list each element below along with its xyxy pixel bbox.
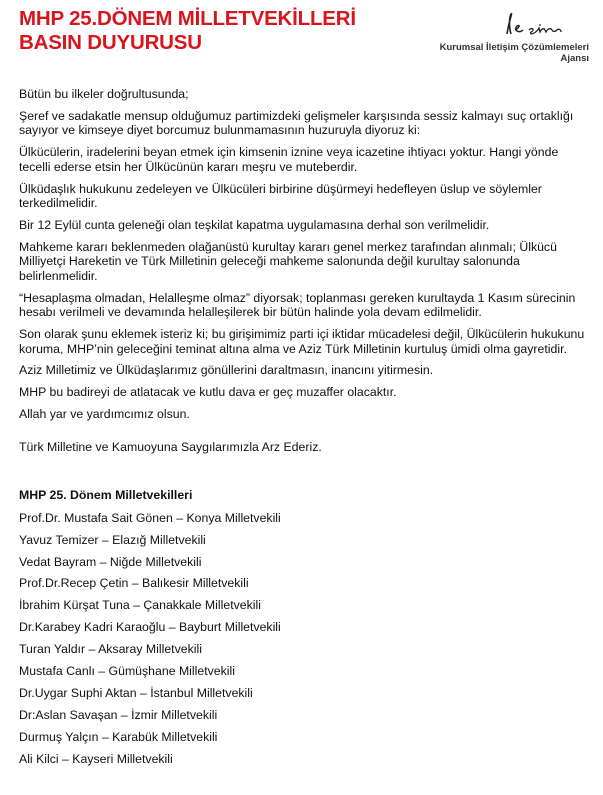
document-title [19, 7, 356, 55]
list-item: Prof.Dr. Mustafa Sait Gönen – Konya Milletvekili [19, 510, 281, 525]
list-item: Dr.Karabey Kadri Karaoğlu – Bayburt Milletvekili [19, 620, 281, 635]
paragraph: Son olarak şunu eklemek isteriz ki; bu girişimimiz parti içi iktidar mücadelesi değil, Ülkücülerin hukukunu koruma, MHP’nin geleceğini teminat altına alma ve Aziz Türk Milletinin kurtuluş ümidi olma gayretidir. [19, 327, 585, 356]
list-item: Dr.Uygar Suphi Aktan – İstanbul Milletvekili [19, 685, 253, 700]
paragraph: Allah yar ve yardımcımız olsun. [19, 406, 190, 421]
list-item: Prof.Dr.Recep Çetin – Balıkesir Milletvekili [19, 576, 249, 591]
list-item: Ali Kilci – Kayseri Milletvekili [19, 751, 173, 766]
signature-logo-icon [503, 10, 567, 38]
list-item: Mustafa Canlı – Gümüşhane Milletvekili [19, 663, 235, 678]
list-item: Yavuz Temizer – Elazığ Milletvekili [19, 532, 206, 547]
signatories-title: MHP 25. Dönem Milletvekilleri [19, 488, 193, 503]
paragraph: Bütün bu ilkeler doğrultusunda; [19, 87, 189, 101]
title-line-1: MHP 25.DÖNEM MİLLETVEKİLLERİ [19, 7, 356, 30]
paragraph: Mahkeme kararı beklenmeden olağanüstü kurultay kararı genel merkez tarafından alınmalı; Ülkücü Milliyetçi Hareketin ve Türk Milletinin geleceği mahkeme salonunda değil kurultay salonunda belirlenmelidir. [19, 239, 557, 283]
paragraph: “Hesaplaşma olmadan, Helalleşme olmaz” diyorsak; toplanması gereken kurultayda 1 Kasım sürecinin hesabı verilmeli ve devamında helalleşilerek bir bütün halinde yola devam edilmelidir. [19, 290, 576, 320]
paragraph: MHP bu badireyi de atlatacak ve kutlu dava er geç muzaffer olacaktır. [19, 385, 397, 400]
document-body [19, 87, 591, 773]
list-item: Durmuş Yalçın – Karabük Milletvekili [19, 729, 218, 744]
paragraph: Ülkücülerin, iradelerini beyan etmek için kimsenin iznine veya icazetine ihtiyacı yoktur. Hangi yönde tecelli ederse etsin her Ülkücünün kararı meşru ve muteberdir. [19, 145, 559, 174]
document-header [19, 7, 589, 67]
signatories-list [19, 511, 591, 766]
list-item: Dr:Aslan Savaşan – İzmir Milletvekili [19, 707, 218, 722]
agency-logo [414, 10, 589, 64]
paragraph: Şeref ve sadakatle mensup olduğumuz partimizdeki gelişmeler karşısında sessiz kalmayı suç ortaklığı sayıyor ve kimseye diyet borcumuz bulunmamasının huzuruyla diyoruz ki: [19, 108, 574, 138]
paragraph: Bir 12 Eylül cunta geleneği olan teşkilat kapatma uygulamasına derhal son verilmelidir. [19, 217, 490, 232]
list-item: Vedat Bayram – Niğde Milletvekili [19, 554, 202, 569]
list-item: İbrahim Kürşat Tuna – Çanakkale Milletvekili [19, 598, 261, 613]
closing-line: Türk Milletine ve Kamuoyuna Saygılarımızla Arz Ederiz. [19, 439, 322, 454]
title-line-2: BASIN DUYURUSU [19, 31, 202, 54]
agency-name: Kurumsal İletişim Çözümlemeleri Ajansı [439, 42, 589, 64]
paragraph: Aziz Milletimiz ve Ülküdaşlarımız gönüllerini daraltmasın, inancını yitirmesin. [19, 363, 434, 378]
paragraph: Ülküdaşlık hukukunu zedeleyen ve Ülkücüleri birbirine düşürmeyi hedefleyen üslup ve söylemler terkedilmelidir. [19, 181, 542, 211]
list-item: Turan Yaldır – Aksaray Milletvekili [19, 642, 202, 657]
